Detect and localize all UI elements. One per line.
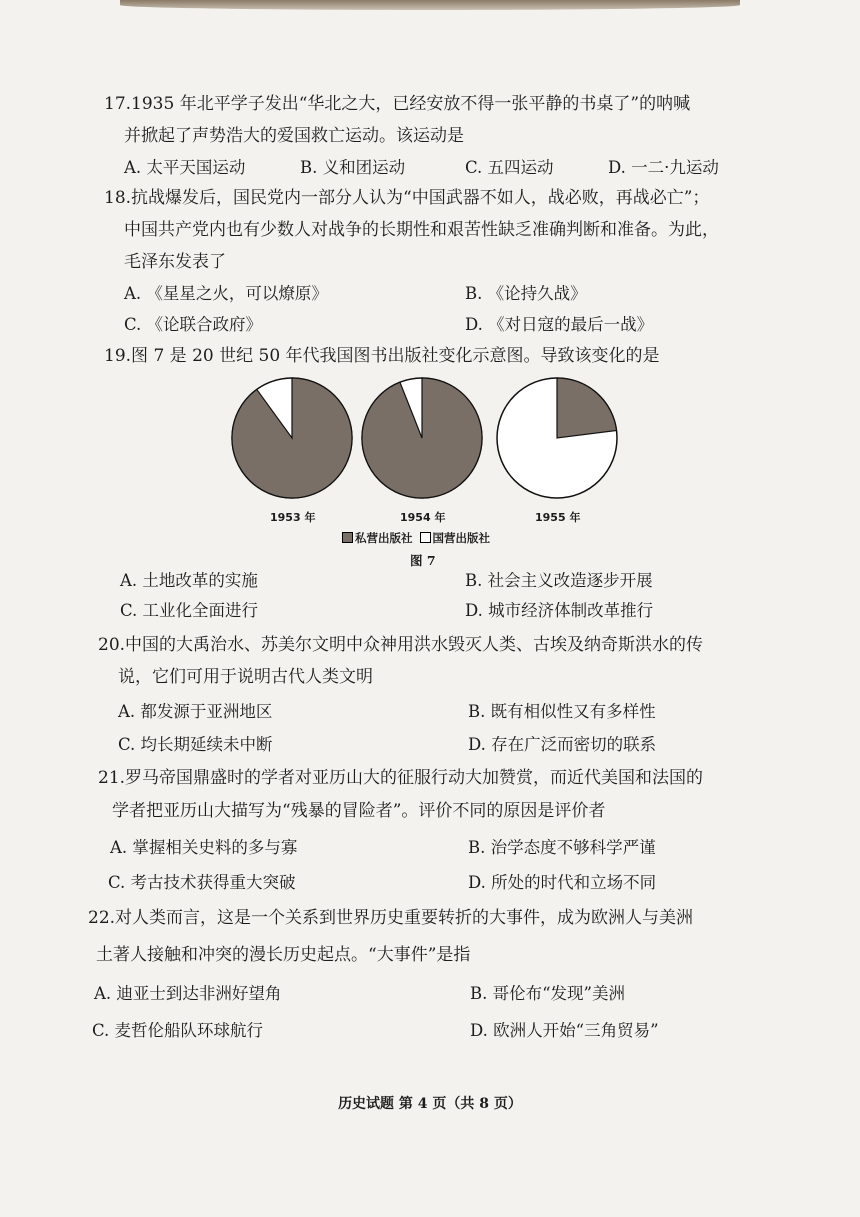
- legend-swatch-private: [342, 532, 353, 543]
- q20-option-a: A. 都发源于亚洲地区: [118, 702, 273, 721]
- q21-stem-line1: 21.罗马帝国鼎盛时的学者对亚历山大的征服行动大加赞赏，而近代美国和法国的: [98, 768, 704, 788]
- q22-option-c: C. 麦哲伦船队环球航行: [92, 1021, 264, 1040]
- q22-stem-line2: 土著人接触和冲突的漫长历史起点。“大事件”是指: [96, 945, 471, 965]
- q17-option-d: D. 一二·九运动: [608, 158, 719, 177]
- pie-2: [362, 378, 482, 498]
- legend-state-label: 国营出版社: [432, 531, 491, 545]
- q18-option-d: D. 《对日寇的最后一战》: [465, 315, 654, 334]
- q17-stem-line2: 并掀起了声势浩大的爱国救亡运动。该运动是: [124, 126, 464, 146]
- figure-caption: 图 7: [410, 553, 436, 568]
- figure-7: [220, 368, 640, 568]
- pie-slice-private: [557, 378, 617, 438]
- q18-stem-line2: 中国共产党内也有少数人对战争的长期性和艰苦性缺乏准确判断和准备。为此，: [124, 220, 719, 240]
- q19-option-b: B. 社会主义改造逐步开展: [465, 571, 653, 590]
- q20-stem-line2: 说，它们可用于说明古代人类文明: [118, 667, 373, 687]
- q20-stem-line1: 20.中国的大禹治水、苏美尔文明中众神用洪水毁灭人类、古埃及纳奇斯洪水的传: [98, 635, 704, 655]
- q18-option-a: A. 《星星之火，可以燎原》: [124, 284, 328, 303]
- q17-option-a: A. 太平天国运动: [124, 158, 246, 177]
- q19-stem: 19.图 7 是 20 世纪 50 年代我国图书出版社变化示意图。导致该变化的是: [104, 346, 660, 366]
- q21-option-a: A. 掌握相关史料的多与寡: [110, 838, 298, 857]
- pie-slice-private: [362, 378, 482, 498]
- q21-option-c: C. 考古技术获得重大突破: [108, 873, 296, 892]
- q22-stem-line1: 22.对人类而言，这是一个关系到世界历史重要转折的大事件，成为欧洲人与美洲: [88, 908, 694, 928]
- pie-slice-private: [232, 378, 352, 498]
- page-footer: 历史试题 第 4 页（共 8 页）: [338, 1096, 522, 1112]
- pie-charts: [220, 368, 640, 528]
- q18-stem-line1: 18.抗战爆发后，国民党内一部分人认为“中国武器不如人，战必败，再战必亡”；: [104, 188, 710, 208]
- q17-stem-line1: 17.1935 年北平学子发出“华北之大，已经安放不得一张平静的书桌了”的呐喊: [104, 94, 691, 114]
- pie-label-1954: 1954 年: [400, 511, 446, 524]
- q19-option-a: A. 土地改革的实施: [120, 571, 258, 590]
- q21-option-d: D. 所处的时代和立场不同: [468, 873, 657, 892]
- q20-option-d: D. 存在广泛而密切的联系: [468, 735, 657, 754]
- q22-option-a: A. 迪亚士到达非洲好望角: [94, 984, 282, 1003]
- legend-swatch-state: [420, 532, 431, 543]
- q17-option-b: B. 义和团运动: [300, 158, 406, 177]
- legend-private-label: 私营出版社: [355, 531, 413, 545]
- chart-legend: [342, 530, 490, 546]
- q20-option-c: C. 均长期延续未中断: [118, 735, 273, 754]
- q17-option-c: C. 五四运动: [465, 158, 554, 177]
- q18-option-c: C. 《论联合政府》: [124, 315, 263, 334]
- q21-stem-line2: 学者把亚历山大描写为“残暴的冒险者”。评价不同的原因是评价者: [112, 801, 606, 821]
- q22-option-b: B. 哥伦布“发现”美洲: [470, 984, 625, 1003]
- q18-stem-line3: 毛泽东发表了: [124, 252, 226, 272]
- pie-3: [497, 378, 617, 498]
- pie-1: [232, 378, 352, 498]
- q19-option-d: D. 城市经济体制改革推行: [465, 601, 654, 620]
- q21-option-b: B. 治学态度不够科学严谨: [468, 838, 656, 857]
- q18-option-b: B. 《论持久战》: [465, 284, 587, 303]
- q22-option-d: D. 欧洲人开始“三角贸易”: [470, 1021, 659, 1040]
- pie-label-1953: 1953 年: [270, 511, 316, 524]
- q19-option-c: C. 工业化全面进行: [120, 601, 259, 620]
- pie-label-1955: 1955 年: [535, 511, 581, 524]
- q20-option-b: B. 既有相似性又有多样性: [468, 702, 656, 721]
